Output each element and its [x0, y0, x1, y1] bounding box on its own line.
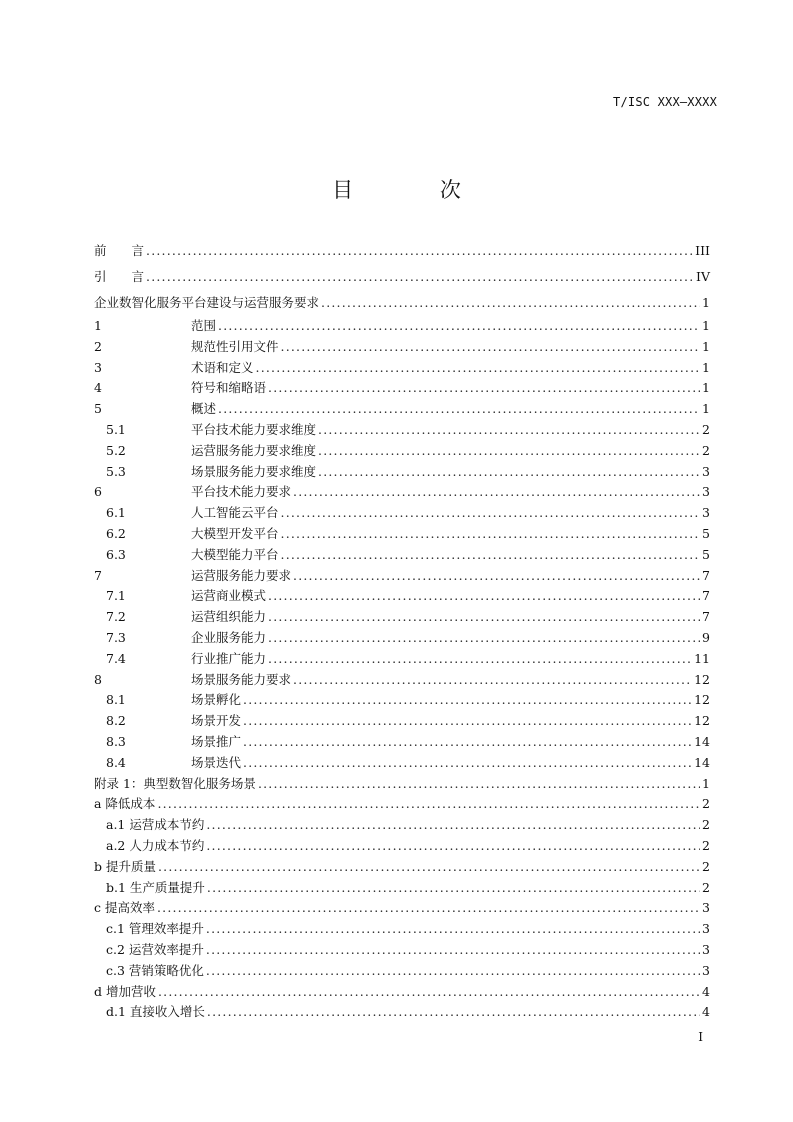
toc-leader-dots [206, 961, 700, 982]
toc-entry[interactable] [94, 961, 710, 982]
toc-entry-label: b.1 生产质量提升 [106, 879, 205, 895]
toc-leader-dots [293, 670, 692, 691]
toc-leader-dots [243, 711, 692, 732]
toc-entry-number: 6.1 [106, 505, 126, 521]
toc-entry[interactable] [94, 378, 710, 399]
toc-entry-label: 平台技术能力要求 [191, 484, 292, 500]
toc-entry-page: 3 [702, 921, 710, 937]
toc-leader-dots [206, 919, 700, 940]
toc-entry-page: 1 [702, 295, 710, 310]
toc-entry-number: 6.2 [106, 525, 126, 541]
toc-leader-dots [293, 482, 700, 503]
toc-entry-page: 12 [694, 692, 710, 708]
toc-entry[interactable] [94, 503, 710, 524]
toc-entry[interactable] [94, 358, 710, 379]
toc-entry-number: 6.3 [106, 546, 126, 562]
toc-leader-dots [281, 337, 700, 358]
toc-entry-label: 运营服务能力要求 [191, 567, 292, 583]
toc-entry-label: 引 言 [94, 269, 145, 284]
toc-leader-dots [207, 1002, 700, 1023]
toc-entry[interactable] [94, 607, 710, 628]
toc-entry-label: a.1 运营成本节约 [106, 817, 205, 833]
toc-leader-dots [243, 690, 692, 711]
toc-leader-dots [268, 607, 700, 628]
toc-entry-label: 范围 [191, 318, 217, 333]
toc-entry-page: 1 [702, 338, 710, 354]
toc-leader-dots [281, 545, 700, 566]
toc-entry-page: 3 [702, 941, 710, 957]
toc-leader-dots [318, 441, 700, 462]
toc-leader-dots [258, 774, 700, 795]
toc-entry-number: 8.4 [106, 754, 126, 770]
toc-leader-dots [318, 420, 700, 441]
toc-entry-page: 3 [702, 962, 710, 978]
toc-leader-dots [281, 503, 700, 524]
toc-entry-label: d.1 直接收入增长 [106, 1004, 205, 1020]
toc-entry-label: c.2 运营效率提升 [106, 941, 204, 957]
toc-entry-page: 14 [694, 733, 710, 749]
toc-entry[interactable] [94, 774, 710, 795]
toc-entry-number: 7.2 [106, 609, 126, 625]
toc-entry-number: 1 [94, 318, 102, 333]
toc-entry[interactable] [94, 836, 710, 857]
toc-entry[interactable] [94, 566, 710, 587]
toc-entry-number: 8.3 [106, 733, 126, 749]
toc-entry-label: 前 言 [94, 243, 145, 258]
toc-entry-page: 5 [702, 525, 710, 541]
toc-entry[interactable] [94, 753, 710, 774]
toc-entry-label: 运营服务能力要求维度 [191, 442, 317, 458]
toc-leader-dots [268, 649, 692, 670]
toc-entry-label: c.3 营销策略优化 [106, 962, 204, 978]
toc-entry-label: c 提高效率 [94, 900, 155, 916]
toc-entry[interactable] [94, 264, 710, 290]
page-number: I [698, 1030, 703, 1044]
toc-entry-page: 2 [702, 442, 710, 458]
toc-entry-page: 2 [702, 837, 710, 853]
toc-entry-label: a.2 人力成本节约 [106, 837, 205, 853]
toc-entry-page: 11 [694, 650, 710, 666]
toc-entry[interactable] [94, 399, 710, 420]
toc-entry-label: a 降低成本 [94, 796, 156, 812]
toc-entry-number: 8.2 [106, 713, 126, 729]
toc-entry-page: 5 [702, 546, 710, 562]
toc-entry-label: 术语和定义 [191, 359, 254, 375]
toc-entry-number: 6 [94, 484, 102, 500]
toc-entry-page: 12 [694, 713, 710, 729]
toc-entry[interactable] [94, 290, 710, 316]
toc-entry-label: 场景服务能力要求 [191, 671, 292, 687]
toc-entry[interactable] [94, 586, 710, 607]
toc-entry-label: 运营组织能力 [191, 609, 267, 625]
document-code: T/ISC XXX—XXXX [613, 95, 717, 109]
toc-entry-page: 3 [702, 484, 710, 500]
toc-entry-label: 行业推广能力 [191, 650, 267, 666]
toc-entry-number: 7.1 [106, 588, 126, 604]
toc-entry-page: 4 [702, 983, 710, 999]
toc-leader-dots [218, 399, 700, 420]
toc-entry[interactable] [94, 462, 710, 483]
toc-entry-label: 企业数智化服务平台建设与运营服务要求 [94, 295, 320, 310]
toc-leader-dots [256, 358, 700, 379]
toc-leader-dots [207, 878, 700, 899]
toc-entry-label: 附录 1：典型数智化服务场景 [94, 775, 256, 791]
toc-entry-page: 2 [702, 421, 710, 437]
toc-entry-page: IV [696, 269, 710, 284]
toc-entry-number: 5 [94, 401, 102, 417]
toc-entry-label: d 增加营收 [94, 983, 156, 999]
toc-entry[interactable] [94, 1002, 710, 1023]
toc-leader-dots [321, 290, 700, 316]
toc-entry[interactable] [94, 545, 710, 566]
toc-entry-page: 1 [702, 318, 710, 333]
toc-entry[interactable] [94, 649, 710, 670]
toc-entry-page: 3 [702, 505, 710, 521]
toc-entry-label: 平台技术能力要求维度 [191, 421, 317, 437]
toc-entry-label: 大模型能力平台 [191, 546, 279, 562]
toc-entry[interactable] [94, 732, 710, 753]
toc-entry[interactable] [94, 420, 710, 441]
toc-entry-number: 5.1 [106, 421, 126, 437]
toc-entry-page: 2 [702, 858, 710, 874]
toc-entry-number: 2 [94, 338, 102, 354]
toc-entry[interactable] [94, 628, 710, 649]
toc-entry-label: 符号和缩略语 [191, 380, 267, 396]
toc-entry-number: 5.3 [106, 463, 126, 479]
toc-entry-page: 1 [702, 359, 710, 375]
toc-leader-dots [158, 857, 700, 878]
toc-entry[interactable] [94, 878, 710, 899]
toc-entry[interactable] [94, 690, 710, 711]
toc-entry[interactable] [94, 524, 710, 545]
toc-entry-label: 场景迭代 [191, 754, 242, 770]
toc-entry[interactable] [94, 940, 710, 961]
toc-entry-page: 9 [702, 629, 710, 645]
toc-entry-page: 14 [694, 754, 710, 770]
toc-entry-number: 7 [94, 567, 102, 583]
toc-entry-number: 5.2 [106, 442, 126, 458]
toc-entry-label: 运营商业模式 [191, 588, 267, 604]
toc-entry[interactable] [94, 238, 710, 264]
toc-entry[interactable] [94, 857, 710, 878]
toc-entry-label: b 提升质量 [94, 858, 156, 874]
toc-leader-dots [146, 238, 693, 264]
toc-leader-dots [206, 836, 700, 857]
toc-entry-label: 场景孵化 [191, 692, 242, 708]
toc-entry-page: 1 [702, 775, 710, 791]
toc-entry[interactable] [94, 919, 710, 940]
toc-leader-dots [146, 264, 694, 290]
toc-entry-number: 7.4 [106, 650, 126, 666]
toc-entry-label: 概述 [191, 401, 217, 417]
page-title: 目 次 [332, 178, 501, 202]
toc-entry-number: 8.1 [106, 692, 126, 708]
toc-entry-label: 场景开发 [191, 713, 242, 729]
toc-entry-number: 7.3 [106, 629, 126, 645]
toc-entry-page: 2 [702, 796, 710, 812]
toc-leader-dots [268, 628, 700, 649]
toc-entry-label: c.1 管理效率提升 [106, 921, 204, 937]
toc-entry-label: 人工智能云平台 [191, 505, 279, 521]
toc-entry[interactable] [94, 898, 710, 919]
toc-leader-dots [268, 586, 700, 607]
toc-entry-page: 7 [702, 567, 710, 583]
toc-leader-dots [157, 794, 700, 815]
toc-entry-page: 7 [702, 609, 710, 625]
toc-entry[interactable] [94, 794, 710, 815]
toc-entry[interactable] [94, 337, 710, 358]
toc-entry-page: 3 [702, 463, 710, 479]
toc-entry-page: 1 [702, 380, 710, 396]
toc-entry-label: 企业服务能力 [191, 629, 267, 645]
toc-leader-dots [243, 732, 692, 753]
toc-leader-dots [218, 316, 700, 337]
toc-entry[interactable] [94, 982, 710, 1003]
toc-entry-page: 3 [702, 900, 710, 916]
toc-entry-page: 2 [702, 879, 710, 895]
table-of-contents [94, 238, 710, 1023]
toc-entry-label: 场景服务能力要求维度 [191, 463, 317, 479]
toc-entry-page: 7 [702, 588, 710, 604]
toc-leader-dots [281, 524, 700, 545]
toc-entry-page: 4 [702, 1004, 710, 1020]
toc-leader-dots [157, 898, 700, 919]
toc-entry[interactable] [94, 711, 710, 732]
toc-entry[interactable] [94, 670, 710, 691]
toc-entry-page: 1 [702, 401, 710, 417]
toc-entry-page: 2 [702, 817, 710, 833]
toc-entry-label: 规范性引用文件 [191, 338, 279, 354]
toc-leader-dots [206, 940, 700, 961]
toc-entry[interactable] [94, 316, 710, 337]
toc-leader-dots [243, 753, 692, 774]
toc-leader-dots [318, 462, 700, 483]
toc-leader-dots [206, 815, 700, 836]
toc-entry-label: 场景推广 [191, 733, 242, 749]
toc-leader-dots [158, 982, 700, 1003]
toc-entry-number: 3 [94, 359, 102, 375]
toc-entry-page: 12 [694, 671, 710, 687]
toc-entry[interactable] [94, 815, 710, 836]
toc-leader-dots [268, 378, 700, 399]
toc-entry-number: 4 [94, 380, 102, 396]
toc-entry-label: 大模型开发平台 [191, 525, 279, 541]
toc-entry[interactable] [94, 441, 710, 462]
toc-entry-number: 8 [94, 671, 102, 687]
toc-entry[interactable] [94, 482, 710, 503]
toc-leader-dots [293, 566, 700, 587]
toc-entry-page: III [695, 243, 710, 258]
